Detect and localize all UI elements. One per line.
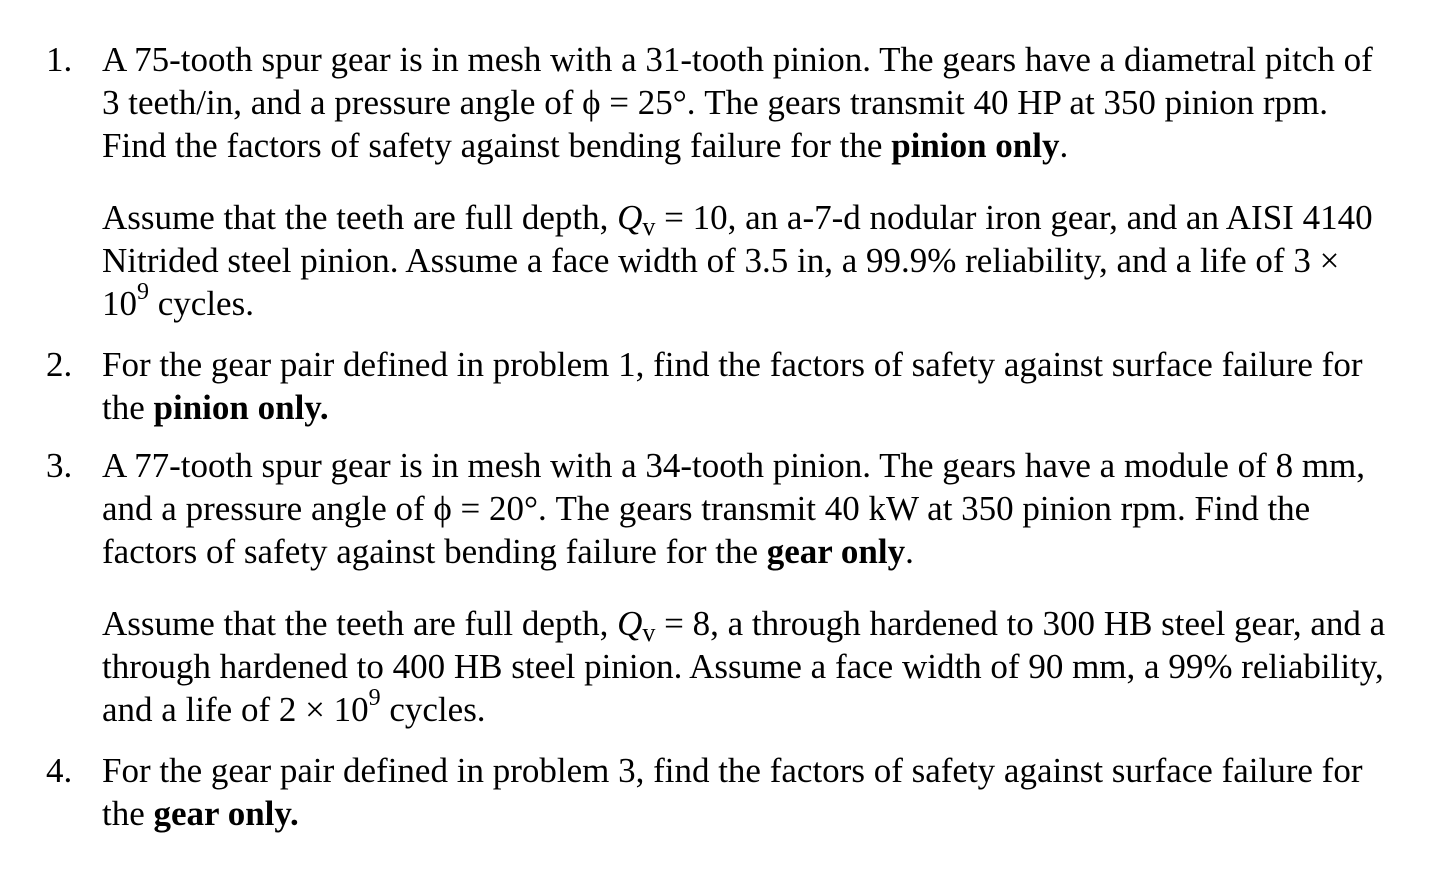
text-run: . — [905, 532, 914, 571]
qv-symbol: $Q_v$ — [617, 198, 656, 241]
text-run: A 75-tooth spur gear is in mesh with a 31-tooth pinion. The gears have a diametral pitch of 3 teeth/in, and a pressure angle of ϕ = 25°. The gears transmit 40 HP at 350 pinion rpm. Find the factors of safety against bending failure for the — [102, 40, 1373, 165]
problem-number: 2. — [46, 345, 73, 384]
problem-3-paragraph-1 — [102, 444, 1392, 573]
problem-number: 1. — [46, 40, 73, 79]
text-run: . — [1059, 126, 1069, 165]
problem-1-paragraph-1 — [102, 38, 1392, 167]
qv-symbol: $Q_v$ — [617, 604, 656, 647]
text-run: A 77-tooth spur gear is in mesh with a 34-tooth pinion. The gears have a module of 8 mm, and a pressure angle of ϕ = 20°. The gears transmit 40 kW at 350 pinion rpm. Find the factors of safety against bending failure for the — [102, 446, 1366, 571]
text-run: Assume that the teeth are full depth, — [102, 198, 618, 237]
exponent: 9 — [368, 685, 381, 711]
text-run: = 8, a through hardened to 300 HB steel gear, and a through hardened to 400 HB steel pinion. Assume a face width of 90 mm, a 99% reliability, and a life of 2 × 10 — [102, 604, 1386, 729]
text-run: For the gear pair defined in problem 3, find the factors of safety against surface failure for the — [102, 751, 1363, 833]
problem-1-statement — [102, 38, 1392, 167]
problem-3-assumptions — [102, 602, 1392, 731]
bold-emphasis: pinion only. — [153, 388, 329, 427]
exponent: 9 — [137, 279, 149, 305]
text-run: cycles. — [380, 690, 486, 729]
problem-1-paragraph-2 — [102, 196, 1392, 325]
problem-number: 4. — [46, 751, 73, 790]
problem-number: 3. — [46, 446, 73, 485]
problem-3-paragraph-2 — [102, 602, 1392, 731]
problem-4-paragraph — [102, 749, 1392, 835]
problem-1-assumptions — [102, 196, 1392, 325]
text-run: For the gear pair defined in problem 1, find the factors of safety against surface failure for the — [102, 345, 1363, 427]
text-run: = 10, an a-7-d nodular iron gear, and an AISI 4140 Nitrided steel pinion. Assume a face width of 3.5 in, a 99.9% reliability, and a life of 3 × 10 — [102, 198, 1373, 323]
text-run: cycles. — [149, 284, 254, 323]
bold-emphasis: gear only. — [153, 794, 299, 833]
problem-2-statement — [102, 343, 1392, 429]
problem-3-statement — [102, 444, 1392, 573]
bold-emphasis: gear only — [766, 532, 906, 571]
bold-emphasis: pinion only — [891, 126, 1060, 165]
text-run: Assume that the teeth are full depth, — [102, 604, 618, 643]
problem-2-paragraph — [102, 343, 1392, 429]
problem-4-statement — [102, 749, 1392, 835]
